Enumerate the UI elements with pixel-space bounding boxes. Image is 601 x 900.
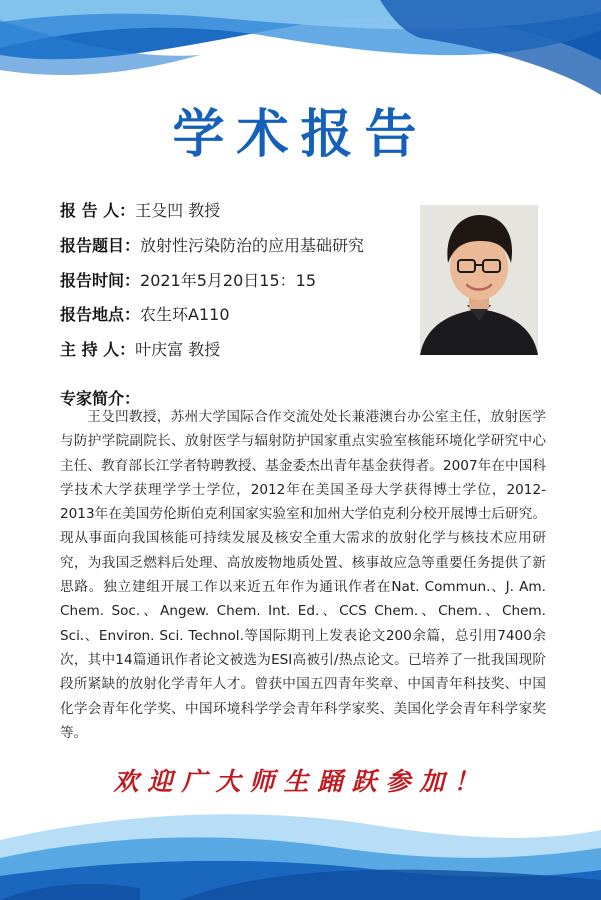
info-location-label: 报告地点： (60, 305, 141, 324)
speaker-photo (420, 205, 538, 355)
info-time-label: 报告时间： (60, 271, 141, 290)
bio-text: 王殳凹教授，苏州大学国际合作交流处处长兼港澳台办公室主任，放射医学与防护学院副院长、放射医学与辐射防护国家重点实验室核能环境化学研究中心主任、教育部长江学者特聘教授、基金委杰出青年基金获得者。2007年在中国科学技术大学获理学学士学位，2012年在美国圣母大学获得博士学位，2012-2013年在美国劳伦斯伯克利国家实验室和加州大学伯克利分校开展博士后研究。现从事面向我国核能可持续发展及核安全重大需求的放射化学与核技术应用研究，为我国乏燃料后处理、高放废物地质处置、核事故应急等重要任务提供了新思路。独立建组开展工作以来近五年作为通讯作者在Nat. Commun.、J. Am. Chem. Soc.、Angew. Chem. Int. Ed.、CCS Chem.、Chem.、Chem. Sci.、Environ. Sci. Technol.等国际期刊上发表论文200余篇，总引用7400余次，其中14篇通讯作者论文被选为ESI高被引/热点论文。已培养了一批我国现阶段所紧缺的放射化学青年人才。曾获中国五四青年奖章、中国青年科技奖、中国化学会青年化学奖、中国环境科学学会青年科学家奖、美国化学会青年科学家奖等。 (60, 409, 546, 741)
info-speaker-value: 王殳凹 教授 (135, 201, 221, 220)
info-speaker-label: 报 告 人： (60, 201, 136, 220)
info-topic-value: 放射性污染防治的应用基础研究 (140, 236, 365, 255)
info-topic-label: 报告题目： (60, 236, 141, 255)
info-time (60, 268, 316, 291)
portrait-illustration (420, 205, 538, 355)
info-speaker (60, 198, 220, 221)
info-host (60, 337, 220, 360)
info-location-value: 农生环A110 (140, 305, 230, 324)
info-host-value: 叶庆富 教授 (135, 340, 221, 359)
info-location (60, 302, 230, 325)
info-topic (60, 233, 364, 256)
page-title: 学术报告 (172, 105, 429, 165)
welcome-slogan: 欢迎广大师生踊跃参加！ (113, 767, 488, 796)
info-host-label: 主 持 人： (60, 340, 136, 359)
info-time-value: 2021年5月20日15：15 (140, 271, 316, 290)
bio-heading: 专家简介： (60, 389, 141, 408)
